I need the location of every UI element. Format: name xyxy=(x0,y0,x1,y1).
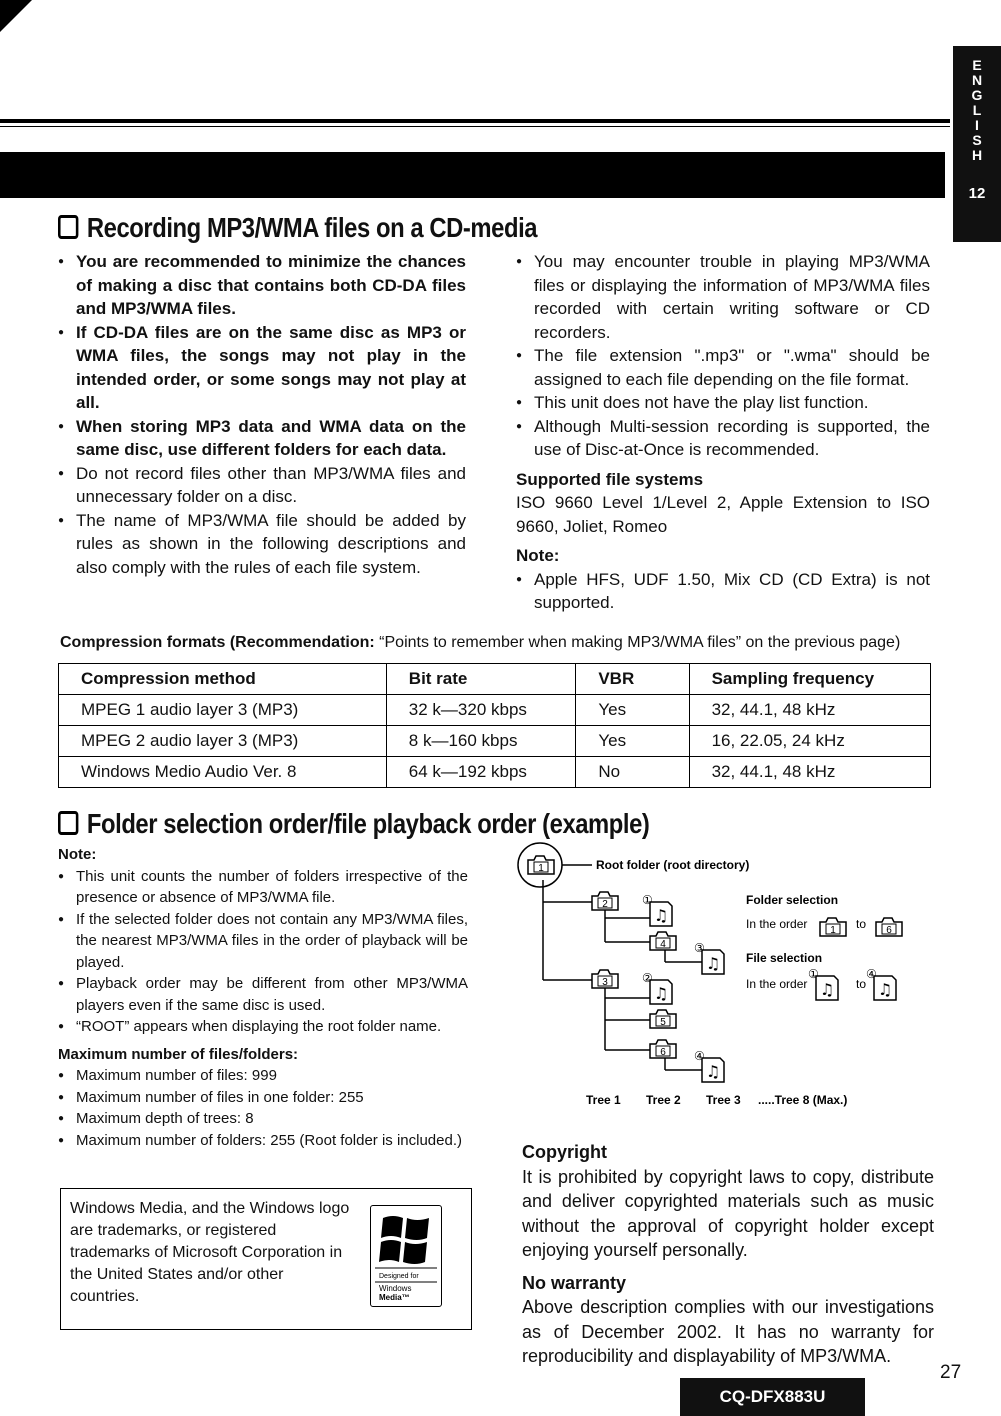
table-header-cell: VBR xyxy=(576,664,689,695)
max-list xyxy=(58,1065,468,1151)
table-row xyxy=(59,726,931,757)
table-cell: 32 k—320 kbps xyxy=(386,695,576,726)
list-item: ● Do not record files other than MP3/WMA files and unnecessary folder on a disc. xyxy=(58,462,466,509)
list-item: ● Apple HFS, UDF 1.50, Mix CD (CD Extra) is not supported. xyxy=(516,568,930,615)
tree-label: .....Tree 8 (Max.) xyxy=(758,1093,848,1107)
folder-number: 1 xyxy=(830,925,836,936)
top-rule xyxy=(0,119,950,123)
file-selection-text: In the order xyxy=(746,977,808,991)
music-file-icon xyxy=(642,893,672,926)
music-file-icon xyxy=(694,1049,724,1082)
header-bar xyxy=(0,152,945,198)
folder-selection-to: to xyxy=(856,917,867,931)
section-title-folder-order: Folder selection order/file playback order (example) xyxy=(58,808,649,840)
table-row xyxy=(59,757,931,788)
tree-label: Tree 3 xyxy=(706,1093,741,1107)
list-item: ● You are recommended to minimize the chances of making a disc that contains both CD-DA files and MP3/WMA files. xyxy=(58,250,466,321)
music-note-icon: ♫ xyxy=(705,1062,721,1081)
note-heading: Note: xyxy=(516,546,560,565)
supported-text: ISO 9660 Level 1/Level 2, Apple Extension to ISO 9660, Joliet, Romeo xyxy=(516,493,930,536)
folder-icon xyxy=(876,918,902,936)
folder-number: 6 xyxy=(660,1047,666,1058)
table-cell: 16, 22.05, 24 kHz xyxy=(689,726,930,757)
section-box-icon xyxy=(58,811,78,835)
language-letter: H xyxy=(971,147,983,163)
table-cell: 64 k—192 kbps xyxy=(386,757,576,788)
copyright-column xyxy=(522,1140,934,1369)
folder-tree-diagram xyxy=(510,840,930,1115)
model-badge: CQ-DFX883U xyxy=(680,1378,865,1416)
supported-note-list xyxy=(516,568,930,615)
section-box-icon xyxy=(58,215,78,239)
table-cell: 32, 44.1, 48 kHz xyxy=(689,695,930,726)
language-letter: L xyxy=(972,102,982,118)
language-letter: S xyxy=(972,132,982,148)
table-cell: No xyxy=(576,757,689,788)
file-selection-to: to xyxy=(856,977,867,991)
list-item: ● If CD-DA files are on the same disc as MP3 or WMA files, the songs may not play in the intended order, or some songs may not play at all. xyxy=(58,321,466,415)
table-cell: 8 k—160 kbps xyxy=(386,726,576,757)
table-body xyxy=(59,695,931,788)
supported-heading: Supported file systems xyxy=(516,469,704,489)
file-order-number: ④ xyxy=(694,1049,705,1063)
compression-table xyxy=(58,663,931,788)
language-letter: N xyxy=(971,72,983,88)
folder-icon xyxy=(592,892,618,910)
folder-number: 1 xyxy=(538,863,544,874)
recording-right-list xyxy=(516,250,930,462)
table-header-row xyxy=(59,664,931,695)
root-folder-label: Root folder (root directory) xyxy=(596,858,750,872)
tree-label: Tree 1 xyxy=(586,1093,621,1107)
table-cell: 32, 44.1, 48 kHz xyxy=(689,757,930,788)
top-rule-thin xyxy=(0,126,950,127)
table-header-cell: Bit rate xyxy=(386,664,576,695)
folder-number: 5 xyxy=(660,1017,666,1028)
file-order-number: ① xyxy=(642,893,653,907)
folder-icon xyxy=(650,1010,676,1028)
table-cell: Windows Medio Audio Ver. 8 xyxy=(59,757,387,788)
list-item: ● This unit counts the number of folders irrespective of the presence or absence of MP3/WMA file. xyxy=(58,866,468,909)
folder-icon xyxy=(592,970,618,988)
copyright-heading: Copyright xyxy=(522,1142,607,1162)
folder-number: 6 xyxy=(886,925,892,936)
music-file-icon xyxy=(694,941,724,974)
music-note-icon: ♫ xyxy=(705,954,721,973)
language-letter: G xyxy=(971,87,983,103)
language-letter: E xyxy=(972,57,982,73)
table-header-cell: Sampling frequency xyxy=(689,664,930,695)
folder-note-list xyxy=(58,866,468,1038)
file-order-number: ④ xyxy=(866,967,877,981)
music-note-icon: ♫ xyxy=(877,980,893,999)
language-letter: I xyxy=(975,117,979,133)
file-order-number: ② xyxy=(642,971,653,985)
music-note-icon: ♫ xyxy=(653,984,669,1003)
folder-icon xyxy=(650,932,676,950)
music-file-icon xyxy=(808,967,838,1000)
logo-windows-text: Windows xyxy=(379,1284,412,1293)
list-item: ● Although Multi-session recording is supported, the use of Disc-at-Once is recommended. xyxy=(516,415,930,462)
music-file-icon xyxy=(866,967,896,1000)
language-tab xyxy=(953,46,1001,242)
folder-number: 2 xyxy=(602,899,608,910)
folder-icon xyxy=(820,918,846,936)
table-cell: MPEG 2 audio layer 3 (MP3) xyxy=(59,726,387,757)
windows-flag-icon xyxy=(371,1206,441,1306)
table-cell: Yes xyxy=(576,695,689,726)
warranty-text: Above description complies with our investigations as of December 2002. It has no warranty for reproducibility and displayability of MP3/WMA. xyxy=(522,1297,934,1366)
list-item: ● “ROOT” appears when displaying the root folder name. xyxy=(58,1016,468,1038)
windows-media-logo xyxy=(370,1205,442,1307)
file-order-number: ③ xyxy=(694,941,705,955)
folder-selection-heading: Folder selection xyxy=(746,893,839,907)
list-item: ● Maximum number of folders: 255 (Root folder is included.) xyxy=(58,1130,468,1152)
folder-number: 3 xyxy=(602,977,608,988)
file-order-number: ① xyxy=(808,967,819,981)
folder-icon xyxy=(650,1040,676,1058)
file-selection-heading: File selection xyxy=(746,951,823,965)
corner-mark xyxy=(0,0,32,32)
folder-note-heading: Note: xyxy=(58,846,97,863)
recording-left-list xyxy=(58,250,466,579)
tree-label: Tree 2 xyxy=(646,1093,681,1107)
list-item: ● You may encounter trouble in playing MP3/WMA files or displaying the information of MP3/WMA files recorded with certain writing software or CD recorders. xyxy=(516,250,930,344)
music-note-icon: ♫ xyxy=(653,906,669,925)
section-number: 12 xyxy=(968,185,986,202)
folder-icon xyxy=(528,856,554,874)
list-item: ● The file extension ".mp3" or ".wma" should be assigned to each file depending on the file format. xyxy=(516,344,930,391)
compression-note: Compression formats (Recommendation: “Points to remember when making MP3/WMA files” on the previous page) xyxy=(60,634,901,651)
max-heading: Maximum number of files/folders: xyxy=(58,1045,299,1063)
folder-notes-column xyxy=(58,844,468,1151)
table-cell: Yes xyxy=(576,726,689,757)
list-item: ● When storing MP3 data and WMA data on the same disc, use different folders for each data. xyxy=(58,415,466,462)
trademark-text: Windows Media, and the Windows logo are trademarks, or registered trademarks of Microsoft Corporation in the United States and/or other countries. xyxy=(70,1200,350,1305)
list-item: ● Maximum number of files: 999 xyxy=(58,1065,468,1087)
table-cell: MPEG 1 audio layer 3 (MP3) xyxy=(59,695,387,726)
list-item: ● This unit does not have the play list function. xyxy=(516,391,930,415)
recording-right-column xyxy=(516,250,930,615)
logo-designed-text: Designed for xyxy=(379,1273,419,1280)
copyright-text: It is prohibited by copyright laws to copy, distribute and deliver copyrighted materials such as music without the approval of copyright holder except enjoying yourself personally. xyxy=(522,1166,934,1260)
list-item: ● If the selected folder does not contain any MP3/WMA files, the nearest MP3/WMA files in the order of playback will be played. xyxy=(58,909,468,974)
folder-selection-text: In the order xyxy=(746,917,808,931)
list-item: ● The name of MP3/WMA file should be added by rules as shown in the following descriptions and also comply with the rules of each file system. xyxy=(58,509,466,580)
list-item: ● Maximum depth of trees: 8 xyxy=(58,1108,468,1130)
folder-number: 4 xyxy=(660,939,666,950)
table-header-cell: Compression method xyxy=(59,664,387,695)
recording-left-column xyxy=(58,250,466,579)
language-letters xyxy=(953,58,1001,163)
list-item: ● Playback order may be different from other MP3/WMA players even if the same disc is used. xyxy=(58,973,468,1016)
warranty-heading: No warranty xyxy=(522,1272,627,1293)
table-row xyxy=(59,695,931,726)
list-item: ● Maximum number of files in one folder: 255 xyxy=(58,1087,468,1109)
logo-media-text: Media™ xyxy=(379,1293,410,1302)
music-note-icon: ♫ xyxy=(819,980,835,999)
section-title-recording: Recording MP3/WMA files on a CD-media xyxy=(58,212,537,244)
music-file-icon xyxy=(642,971,672,1004)
page-number: 27 xyxy=(940,1362,962,1383)
